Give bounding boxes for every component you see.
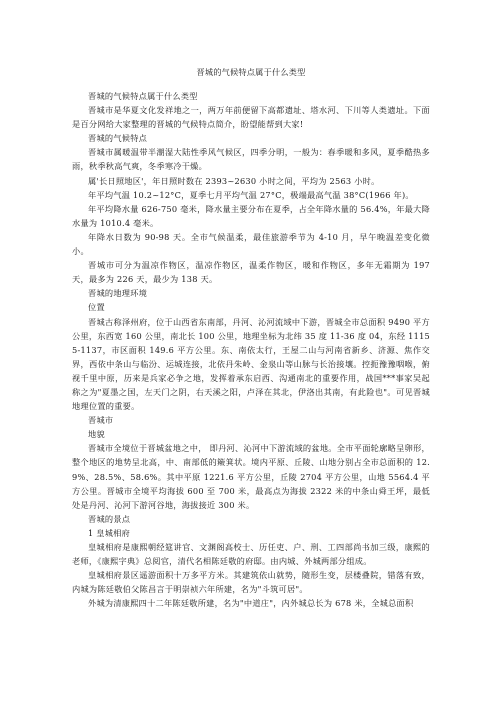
paragraph: 晋城市是华夏文化发祥地之一，两万年前便留下高都遗址、塔水河、下川等人类遗址。下面是百分网给大家整理的晋城的气候特点简介，盼望能帮到大家! [72,105,430,130]
paragraph: 晋城市属暖温带半潮湿大陆性季风气候区，四季分明，一般为：春季暖和多风，夏季酷热多雨，秋季秋高气爽，冬季寒冷干燥。 [72,147,430,172]
subsection-heading: 晋城市 [88,415,114,426]
paragraph: 皇城相府景区遥游面积十万多平方米。其建筑依山就势，随形生变，层楼叠院，错落有致，内城为陈廷敬伯父陈昌言于明崇祯六年所建，名为"斗筑可居"。 [72,570,430,595]
paragraph: 晋城市可分为温凉作物区，温凉作物区，温柔作物区，暖和作物区，多年无霜期为 197 天，最多为 226 天，最少为 138 天。 [72,260,430,285]
paragraph: 晋城市全境位于晋城盆地之中， 即丹河、沁河中下游流域的盆地。全市平面轮廓略呈卵形，整个地区的地势呈北高，中、南部低的簸箕状。境内平原、丘陵、山地分别占全市总面积的 12.9%、28.5%、58.6%。其中平原 1221.6 平方公里，丘陵 2704 平方公里，山地 5564.4 平方公里。晋城市全境平均海拔 600 至 700 米，最高点为海拔 2322 米的中条山舜王坪，最低处是丹河、沁河下游河谷地，海拔接近 300 米。 [72,443,430,510]
section-heading: 晋城的景点 [88,513,131,524]
section-heading: 晋城的气候特点 [88,133,148,144]
subsection-heading: 1 皇城相府 [88,527,131,538]
paragraph: 晋城古称泽州府，位于山西省东南部，丹河、沁河流域中下游，晋城全市总面积 9490 平方公里，东西宽 160 公里，南北长 100 公里，地理坐标为北纬 35 度 11-36 度 04，东经 11155-1137，市区面积 149.6 平方公里。东、南依太行，王屋二山与河南省新乡、济源、焦作交界，西依中条山与临汾、运城连接，北依丹朱岭、金泉山等山脉与长治接壤。控扼豫豫咽喉，俯视千里中原，历来是兵家必争之地，发挥着承东启西、沟通南北的重要作用，战国***事家吴起称之为"夏墨之国，左天门之阴，右天溪之阳，卢泽在其北，伊洛出其南，有此险也"。可见晋城地理位置的重要。 [72,316,430,412]
paragraph: 年平均气温 10.2~12°C，夏季七月平均气温 27°C，极端最高气温 38°C(1966 年)。 [88,189,414,200]
subsection-heading: 地貌 [88,429,105,440]
paragraph: 外城为清康熙四十二年陈廷敬所建，名为"中道庄"，内外城总长为 678 米，全城总面积 [88,598,414,609]
subsection-heading: 位置 [88,302,105,313]
document-body [72,89,430,610]
paragraph: 年降水日数为 90-98 天。全市气候温柔，最佳旅游季节为 4-10 月，早午晚温差变化微小。 [72,231,430,257]
paragraph: 年平均降水量 626-750 毫米，降水量主要分布在夏季，占全年降水量的 56.4%，年最大降水量为 1010.4 毫米。 [72,203,430,228]
paragraph: 皇城相府是康熙朝经筵讲官、文渊阁高校士、历任吏、户、刑、工四部尚书加三级，康熙的老师，《康熙字典》总阅官，清代名相陈廷敬的府邸。由内城、外城两部分组成。 [72,542,430,567]
section-heading: 晋城的地理环境 [88,288,148,299]
paragraph: 晋城的气候特点属于什么类型 [88,91,198,101]
paragraph: 属'长日照地区'，年日照时数在 2393~2630 小时之间，平均为 2563 小时。 [88,175,380,186]
document-title: 晋城的气候特点属于什么类型 [196,67,306,77]
